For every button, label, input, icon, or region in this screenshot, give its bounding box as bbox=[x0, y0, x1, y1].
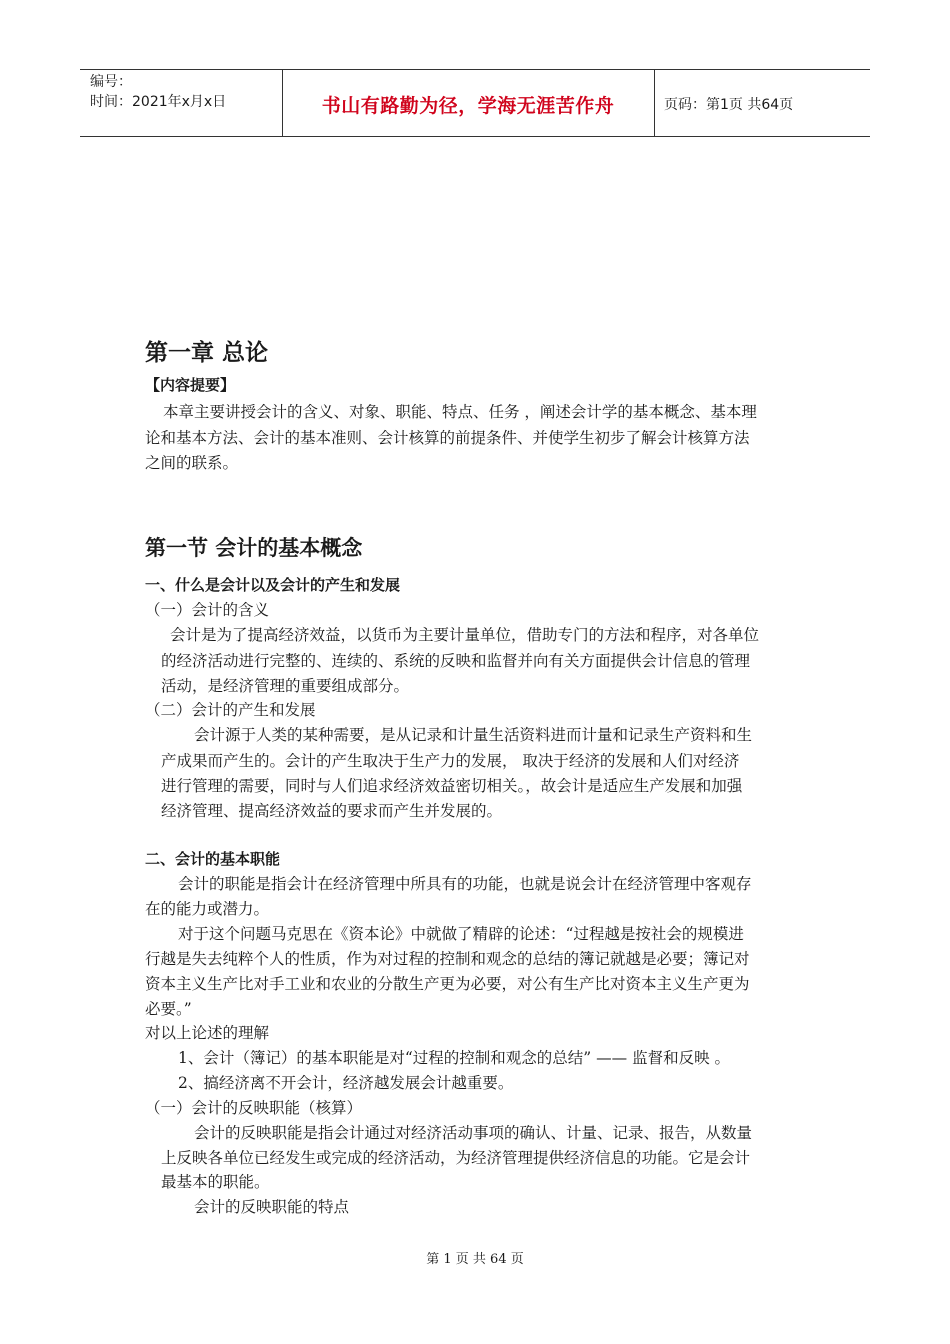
number-label: 编号： bbox=[90, 74, 132, 90]
paragraph-line: 的经济活动进行完整的、连续的、系统的反映和监督并向有关方面提供会计信息的管理 bbox=[161, 652, 751, 670]
feature-line: 会计的反映职能的特点 bbox=[194, 1198, 350, 1216]
paragraph-line: 产成果而产生的。会计的产生取决于生产力的发展， 取决于经济的发展和人们对经济 bbox=[161, 752, 740, 770]
paragraph-line: 经济管理、提高经济效益的要求而产生并发展的。 bbox=[161, 802, 503, 820]
summary-line: 本章主要讲授会计的含义、对象、职能、特点、任务 ，阐述会计学的基本概念、基本理 bbox=[163, 403, 757, 421]
paragraph-line: 对于这个问题马克思在《资本论》中就做了精辟的论述：“过程越是按社会的规模进 bbox=[178, 925, 744, 943]
point-line: 2、搞经济离不开会计，经济越发展会计越重要。 bbox=[178, 1074, 514, 1092]
point-line: 1、会计（簿记）的基本职能是对“过程的控制和观念的总结” —— 监督和反映 。 bbox=[178, 1049, 730, 1067]
part2-heading: 二、会计的基本职能 bbox=[145, 850, 281, 868]
paragraph-line: 会计是为了提高经济效益，以货币为主要计量单位，借助专门的方法和程序，对各单位 bbox=[170, 626, 760, 644]
summary-heading: 【内容提要】 bbox=[145, 376, 236, 394]
header-page-label: 页码：第1页 共64页 bbox=[664, 97, 794, 113]
part1-heading: 一、什么是会计以及会计的产生和发展 bbox=[145, 576, 401, 594]
paragraph-line: 资本主义生产比对手工业和农业的分散生产更为必要，对公有生产比对资本主义生产更为 bbox=[145, 975, 750, 993]
section-title: 第一节 会计的基本概念 bbox=[145, 536, 363, 560]
understanding-line: 对以上论述的理解 bbox=[145, 1024, 270, 1042]
header-divider bbox=[654, 70, 655, 136]
page-footer: 第 1 页 共 64 页 bbox=[426, 1252, 524, 1267]
paragraph-line: 活动，是经济管理的重要组成部分。 bbox=[161, 677, 410, 695]
page-header bbox=[80, 69, 870, 137]
paragraph-line: 会计的反映职能是指会计通过对经济活动事项的确认、计量、记录、报告，从数量 bbox=[194, 1124, 753, 1142]
part1-sub2-heading: （二）会计的产生和发展 bbox=[145, 701, 316, 719]
paragraph-line: 会计源于人类的某种需要，是从记录和计量生活资料进而计量和记录生产资料和生 bbox=[194, 726, 753, 744]
chapter-title: 第一章 总论 bbox=[145, 340, 269, 366]
header-motto: 书山有路勤为径，学海无涯苦作舟 bbox=[321, 95, 615, 117]
header-meta bbox=[90, 72, 226, 112]
paragraph-line: 必要。” bbox=[145, 1000, 192, 1018]
paragraph-line: 最基本的职能。 bbox=[161, 1173, 270, 1191]
time-label: 时间：2021年x月x日 bbox=[90, 94, 227, 110]
paragraph-line: 会计的职能是指会计在经济管理中所具有的功能，也就是说会计在经济管理中客观存 bbox=[178, 875, 752, 893]
part2-sub1-heading: （一）会计的反映职能（核算） bbox=[145, 1099, 363, 1117]
summary-line: 论和基本方法、会计的基本准则、会计核算的前提条件、并使学生初步了解会计核算方法 bbox=[145, 429, 750, 447]
summary-line: 之间的联系。 bbox=[145, 454, 239, 472]
part1-sub1-heading: （一）会计的含义 bbox=[145, 601, 270, 619]
paragraph-line: 上反映各单位已经发生或完成的经济活动，为经济管理提供经济信息的功能。它是会计 bbox=[161, 1149, 751, 1167]
paragraph-line: 在的能力或潜力。 bbox=[145, 900, 270, 918]
paragraph-line: 行越是失去纯粹个人的性质，作为对过程的控制和观念的总结的簿记就越是必要；簿记对 bbox=[145, 950, 750, 968]
paragraph-line: 进行管理的需要，同时与人们追求经济效益密切相关。，故会计是适应生产发展和加强 bbox=[161, 777, 743, 795]
